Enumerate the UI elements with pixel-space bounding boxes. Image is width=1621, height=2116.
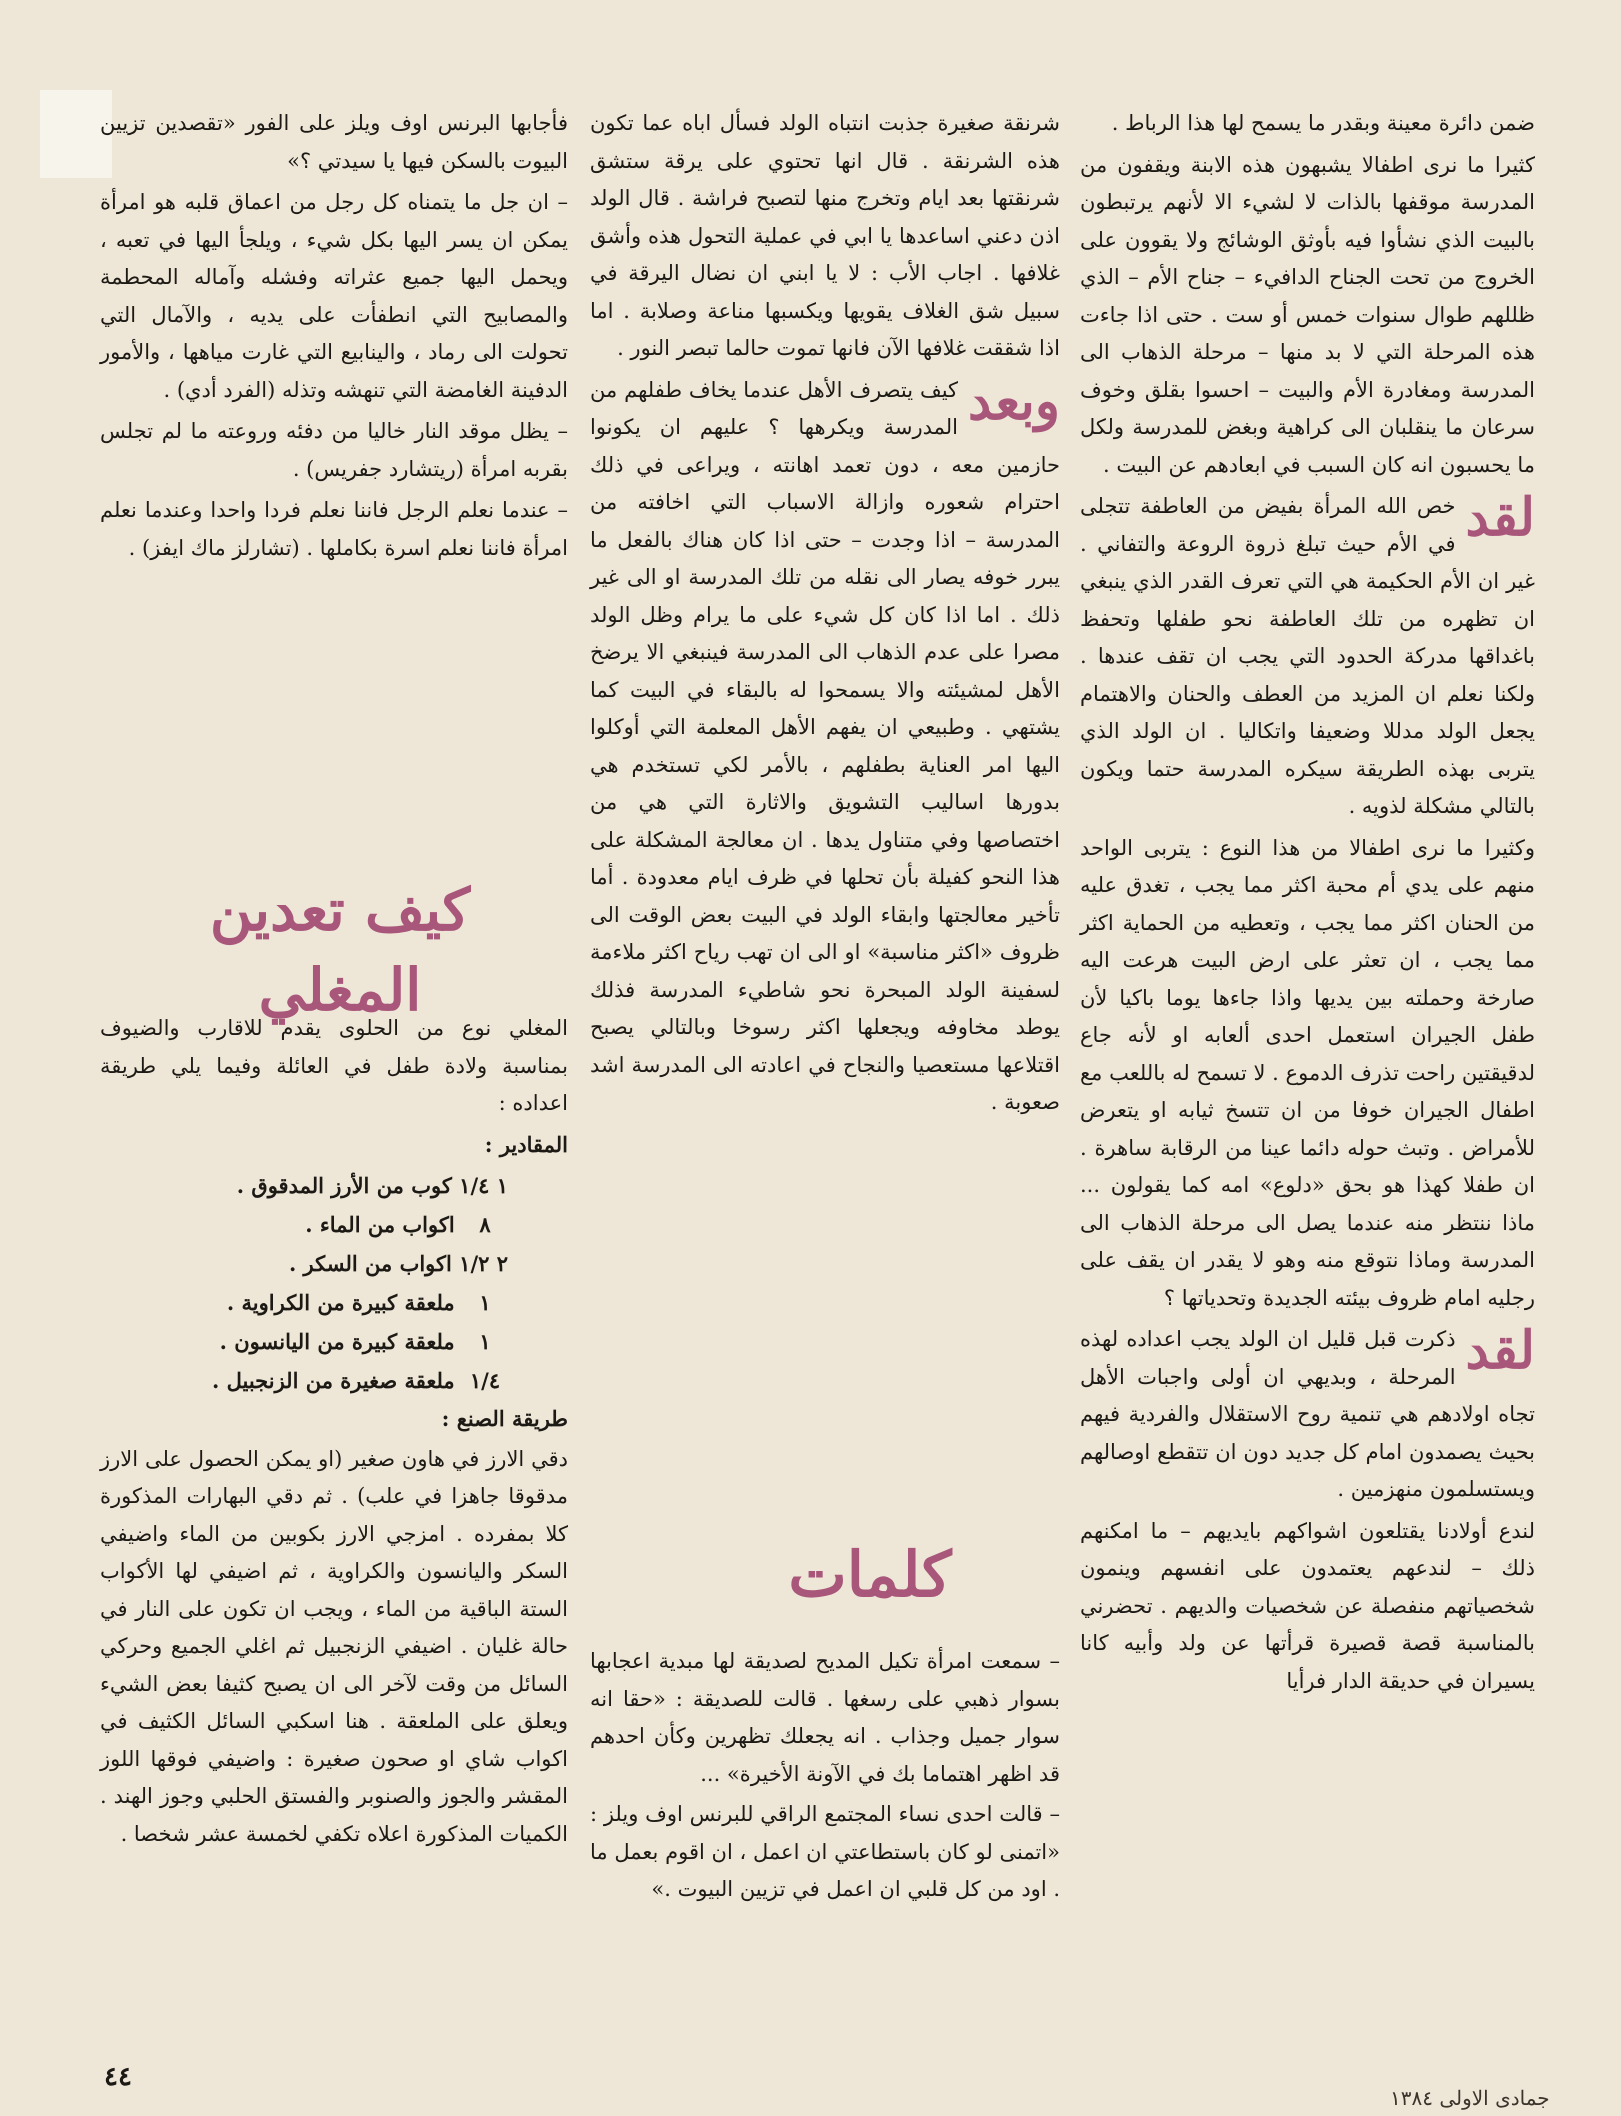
ingredient-item: [100, 1283, 508, 1322]
middle-paragraph-1: شرنقة صغيرة جذبت انتباه الولد فسأل اباه عما تكون هذه الشرنقة . قال انها تحتوي على يرقة ستشق شرنقتها بعد ايام وتخرج منها لتصبح فراشة . قال الولد اذن دعني اساعدها يا ابي في عملية التحول هذه وأشق غلافها . اجاب الأب : لا يا ابني ان نضال اليرقة في سبيل شق الغلاف يقويها ويكسبها مناعة وصلابة . اما اذا شققت غلافها الآن فانها تموت حالما تبصر النور .: [590, 111, 1060, 360]
left-paragraph-2: – ان جل ما يتمناه كل رجل من اعماق قلبه هو امرأة يمكن ان يسر اليها بكل شيء ، ويلجأ اليها في تعبه ، ويحمل اليها جميع عثراته وفشله وآماله المحطمة والمصابيح التي انطفأت على يديه ، والآمال التي تحولت الى رماد ، والينابيع التي غارت مياهها ، والأمور الدفينة الغامضة التي تنهشه وتذله (الفرد أدي) .: [100, 190, 568, 402]
right-column: [1080, 105, 1535, 1704]
ingredients-list: [100, 1166, 568, 1400]
right-paragraph-6: لندع أولادنا يقتلعون اشواكهم بايديهم – ما امكنهم ذلك – لندعهم يعتمدون على انفسهم وينمون شخصياتهم منفصلة عن شخصيات والديهم . تحضرني بالمناسبة قصة قصيرة قرأتها عن ولد وأبيه كانا يسيران في حديقة الدار فرأيا: [1080, 1518, 1535, 1693]
ingredient-item: [100, 1205, 508, 1244]
kalimat-heading: كلمات: [788, 1538, 952, 1611]
right-paragraph-3-text: خص الله المرأة بفيض من العاطفة تتجلى في الأم حيث تبلغ ذروة الروعة والتفاني . غير ان الأم الحكيمة هي التي تعرف القدر الذي ينبغي ان تظهره من تلك العاطفة نحو طفلها وتحفظ باغداقها مدركة الحدود التي يجب ان تقف عندها . ولكنا نعلم ان المزيد من العطف والحنان والاهتمام يجعل الولد مدللا وضعيفا واتكاليا . ان الولد الذي يتربى بهذه الطريقة سيكره المدرسة حتما ويكون بالتالي مشكلة لذويه .: [1080, 494, 1535, 818]
recipe-intro: المغلي نوع من الحلوى يقدم للاقارب والضيوف بمناسبة ولادة طفل في العائلة وفيما يلي طريقة اعداده :: [100, 1016, 568, 1115]
dropcap-laqad-1: لقد: [1465, 487, 1535, 548]
ingredient-item: [100, 1244, 508, 1283]
ingredient-item: [100, 1166, 508, 1205]
ingredient-name: اكواب من الماء .: [305, 1212, 455, 1237]
maghli-recipe: [100, 1010, 568, 1856]
ingredient-qty: ١ ١/٤: [459, 1173, 508, 1198]
kalimat-quote-1: – سمعت امرأة تكيل المديح لصديقة لها مبدية اعجابها بسوار ذهبي على رسغها . قالت للصديقة : «حقا انه سوار جميل وجذاب . انه يجعلك تظهرين وكأن احدهم قد اظهر اهتماما بك في الآونة الأخيرة» ...: [590, 1649, 1060, 1786]
middle-paragraph-2-text: كيف يتصرف الأهل عندما يخاف طفلهم من المدرسة ويكرهها ؟ عليهم ان يكونوا حازمين معه ، دون تعمد اهانته ، ويراعى في ذلك احترام شعوره وازالة الاسباب التي اخافته من المدرسة – اذا وجدت – حتى اذا كان هناك بالفعل ما يبرر خوفه يصار الى نقله من تلك المدرسة او الى غير ذلك . اما اذا كان كل شيء على ما يرام وظل الولد مصرا على عدم الذهاب الى المدرسة فينبغي الا يرضخ الأهل لمشيئته والا يسمحوا له بالبقاء في البيت كما يشتهي . وطبيعي ان يفهم الأهل المعلمة التي أوكلوا اليها امر العناية بطفلهم ، بالأمر لكي تستخدم هي بدورها اساليب التشويق والاثارة التي هي من اختصاصها وفي متناول يدها . ان معالجة المشكلة على هذا النحو كفيلة بأن تحلها في ظرف ايام معدودة . أما تأخير معالجتها وابقاء الولد في البيت بعض الوقت الى ظروف «اكثر مناسبة» او الى ان تهب رياح اكثر ملاءمة لسفينة الولد المبحرة نحو شاطيء المدرسة فذلك يوطد مخاوفه ويجعلها اكثر رسوخا وبالتالي يصبح اقتلاعها مستعصيا والنجاح في اعادته الى المدرسة اشد صعوبة .: [590, 377, 1060, 1114]
method-text: دقي الارز في هاون صغير (او يمكن الحصول على الارز مدقوقا جاهزا في علب) . ثم دقي البهارات المذكورة كلا بمفرده . امزجي الارز بكوبين من الماء واضيفي السكر واليانسون والكراوية ، ثم اضيفي لها الأكواب الستة الباقية من الماء ، ويجب ان تكون على النار في حالة غليان . اضيفي الزنجبيل ثم اغلي الجميع وحركي السائل من وقت لآخر الى ان يصبح كثيفا بعض الشيء ويعلق على الملعقة . هنا اسكبي السائل الكثيف في اكواب شاي او صحون صغيرة : واضيفي فوقها اللوز المقشر والجوز والصنوبر والفستق الحلبي وجوز الهند . الكميات المذكورة اعلاه تكفي لخمسة عشر شخصا .: [100, 1446, 568, 1846]
method-heading: طريقة الصنع :: [441, 1406, 568, 1431]
right-paragraph-4: وكثيرا ما نرى اطفالا من هذا النوع : يتربى الواحد منهم على يدي أم محبة اكثر مما يجب ، تغدق عليه من الحنان اكثر مما يجب ، وتعطيه من الحماية اكثر مما يجب ، ان تعثر على ارض البيت هرعت اليه صارخة وحملته بين يديها واذا جاءها يوما باكيا لأن طفل الجيران استعمل احدى ألعابه او لأنه جاع لدقيقتين راحت تذرف الدموع . لا تسمح له باللعب مع اطفال الجيران خوفا من ان تتسخ ثيابه او يتعرض للأمراض . وتبث حوله دائما عينا من الرقابة ساهرة . ان طفلا كهذا هو بحق «دلوع» امه كما يقولون ... ماذا ننتظر منه عندما يصل الى مرحلة الذهاب الى المدرسة وماذا نتوقع منه وهو لا يقدر ان يقف على رجليه امام ظروف بيئته الجديدة وتحدياتها ؟: [1080, 835, 1535, 1310]
right-paragraph-5: [1080, 1321, 1535, 1509]
ingredient-qty: ٨: [479, 1212, 491, 1237]
ingredient-name: اكواب من السكر .: [288, 1251, 452, 1276]
ingredient-name: ملعقة صغيرة من الزنجبيل .: [211, 1368, 455, 1393]
kalimat-quote-2: – قالت احدى نساء المجتمع الراقي للبرنس اوف ويلز : «اتمنى لو كان باستطاعتي ان اعمل ، ان اقوم بعمل ما . اود من كل قلبي ان اعمل في تزيين البيوت .»: [590, 1802, 1060, 1901]
ingredients-heading: المقادير :: [484, 1131, 568, 1157]
ingredient-name: كوب من الأرز المدقوق .: [236, 1173, 452, 1198]
ingredient-qty: ١/٤: [469, 1368, 501, 1393]
ingredient-name: ملعقة كبيرة من الكراوية .: [226, 1290, 455, 1315]
left-paragraph-4: – عندما نعلم الرجل فاننا نعلم فردا واحدا وعندما نعلم امرأة فاننا نعلم اسرة بكاملها . (تشارلز ماك ايفز) .: [100, 498, 568, 560]
dropcap-laqad-2: لقد: [1465, 1320, 1535, 1381]
ingredient-name: ملعقة كبيرة من اليانسون .: [219, 1329, 455, 1354]
kalimat-section: [590, 1643, 1060, 1912]
issue-date: جمادى الاولى ١٣٨٤: [1390, 2086, 1550, 2110]
maghli-heading: كيف تعدين المغلي: [209, 876, 471, 1024]
ingredient-qty: ١: [479, 1329, 491, 1354]
ingredient-qty: ٢ ١/٢: [459, 1251, 508, 1276]
middle-paragraph-2: [590, 372, 1060, 1122]
page-number: ٤٤: [104, 2062, 132, 2092]
left-column: [100, 105, 568, 571]
dropcap-wabaad: وبعد: [968, 370, 1060, 432]
right-paragraph-2: كثيرا ما نرى اطفالا يشبهون هذه الابنة ويقفون من المدرسة موقفها بالذات لا لشيء الا لأنهم يرتبطون بالبيت الذي نشأوا فيه بأوثق الوشائج ولا يقوون على الخروج من تحت الجناح الدافيء – جناح الأم – الذي ظللهم طوال سنوات خمس أو ست . حتى اذا جاءت هذه المرحلة التي لا بد منها – مرحلة الذهاب الى المدرسة ومغادرة الأم والبيت – احسوا بقلق وخوف سرعان ما ينقلبان الى كراهية وبغض للمدرسة ولكل ما يحسبون انه كان السبب في ابعادهم عن البيت .: [1080, 152, 1535, 477]
right-paragraph-3: [1080, 488, 1535, 826]
ingredient-item: [100, 1322, 508, 1361]
left-paragraph-1: فأجابها البرنس اوف ويلز على الفور «تقصدين تزيين البيوت بالسكن فيها يا سيدتي ؟»: [100, 111, 568, 173]
ingredient-item: [100, 1361, 508, 1400]
right-paragraph-1: ضمن دائرة معينة وبقدر ما يسمح لها هذا الرباط .: [1111, 111, 1535, 135]
ingredient-qty: ١: [479, 1290, 491, 1315]
left-paragraph-3: – يظل موقد النار خاليا من دفئه وروعته ما لم تجلس بقربه امرأة (ريتشارد جفريس) .: [100, 419, 568, 481]
right-paragraph-5-text: ذكرت قبل قليل ان الولد يجب اعداده لهذه المرحلة ، وبديهي ان أولى واجبات الأهل تجاه اولادهم هي تنمية روح الاستقلال والفردية فيهم بحيث يصمدون امام كل جديد دون ان تتقطع اوصالهم ويستسلمون منهزمين .: [1080, 1327, 1535, 1501]
middle-column: [590, 105, 1060, 1126]
